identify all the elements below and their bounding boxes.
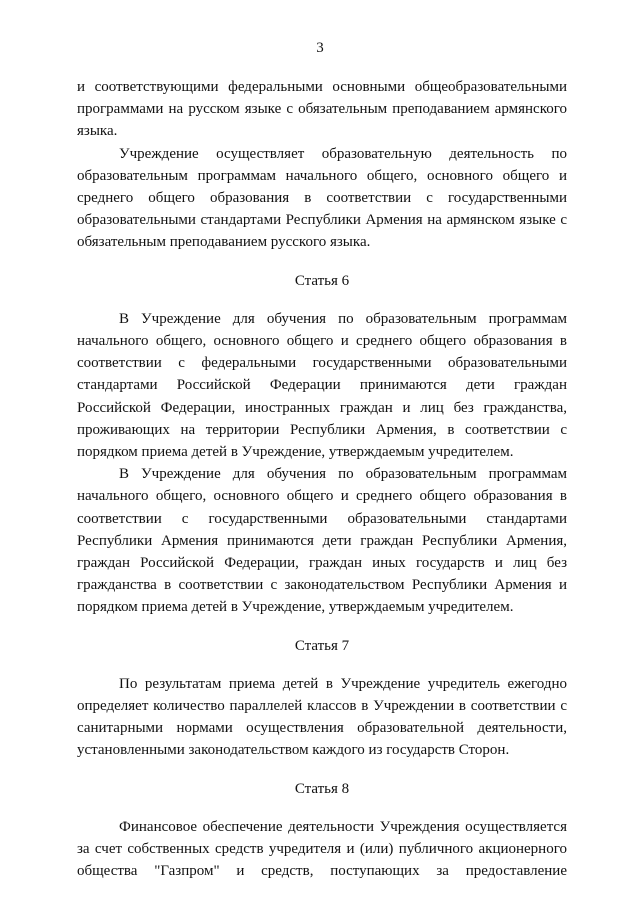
document-body — [77, 76, 567, 883]
paragraph-armenian-program: Учреждение осуществляет образовательную деятельность по образовательным программам начального общего, основного общего и среднего общего образования в соответствии с государственными образовательными стандартами Республики Армения на армянском языке с обязательным преподаванием русского языка. — [77, 145, 567, 251]
article-8-heading: Статья 8 — [294, 780, 350, 797]
article-6-heading: Статья 6 — [294, 272, 350, 289]
article-6-paragraph-1: В Учреждение для обучения по образовательным программам начального общего, основного общего и среднего общего образования в соответствии с федеральными государственными образовательными стандартами Российской Федерации принимаются дети граждан Российской Федерации, иностранных граждан и лиц без гражданства, проживающих на территории Республики Армения, в соответствии с порядком приема детей в Учреждение, утверждаемым учредителем. — [77, 310, 567, 461]
page-number: 3 — [316, 40, 324, 56]
article-7-heading: Статья 7 — [294, 637, 350, 654]
article-7-paragraph: По результатам приема детей в Учреждение учредитель ежегодно определяет количество параллелей классов в Учреждении в соответствии с санитарными нормами осуществления образовательной деятельности, установленными законодательством каждого из государств Сторон. — [77, 675, 567, 759]
article-6-paragraph-2: В Учреждение для обучения по образовательным программам начального общего, основного общего и среднего общего образования в соответствии с государственными образовательными стандартами Республики Армения принимаются дети граждан Республики Армения, граждан Российской Федерации, граждан иных государств и лиц без гражданства в соответствии с законодательством Республики Армения и порядком приема детей в Учреждение, утверждаемым учредителем. — [77, 466, 567, 616]
paragraph-continuation: и соответствующими федеральными основными общеобразовательными программами на русском языке с обязательным преподаванием армянского языка. — [77, 79, 567, 140]
article-8-paragraph: Финансовое обеспечение деятельности Учреждения осуществляется за счет собственных средств учредителя и (или) публичного акционерного общества "Газпром" и средств, поступающих за предоставление — [77, 818, 567, 880]
